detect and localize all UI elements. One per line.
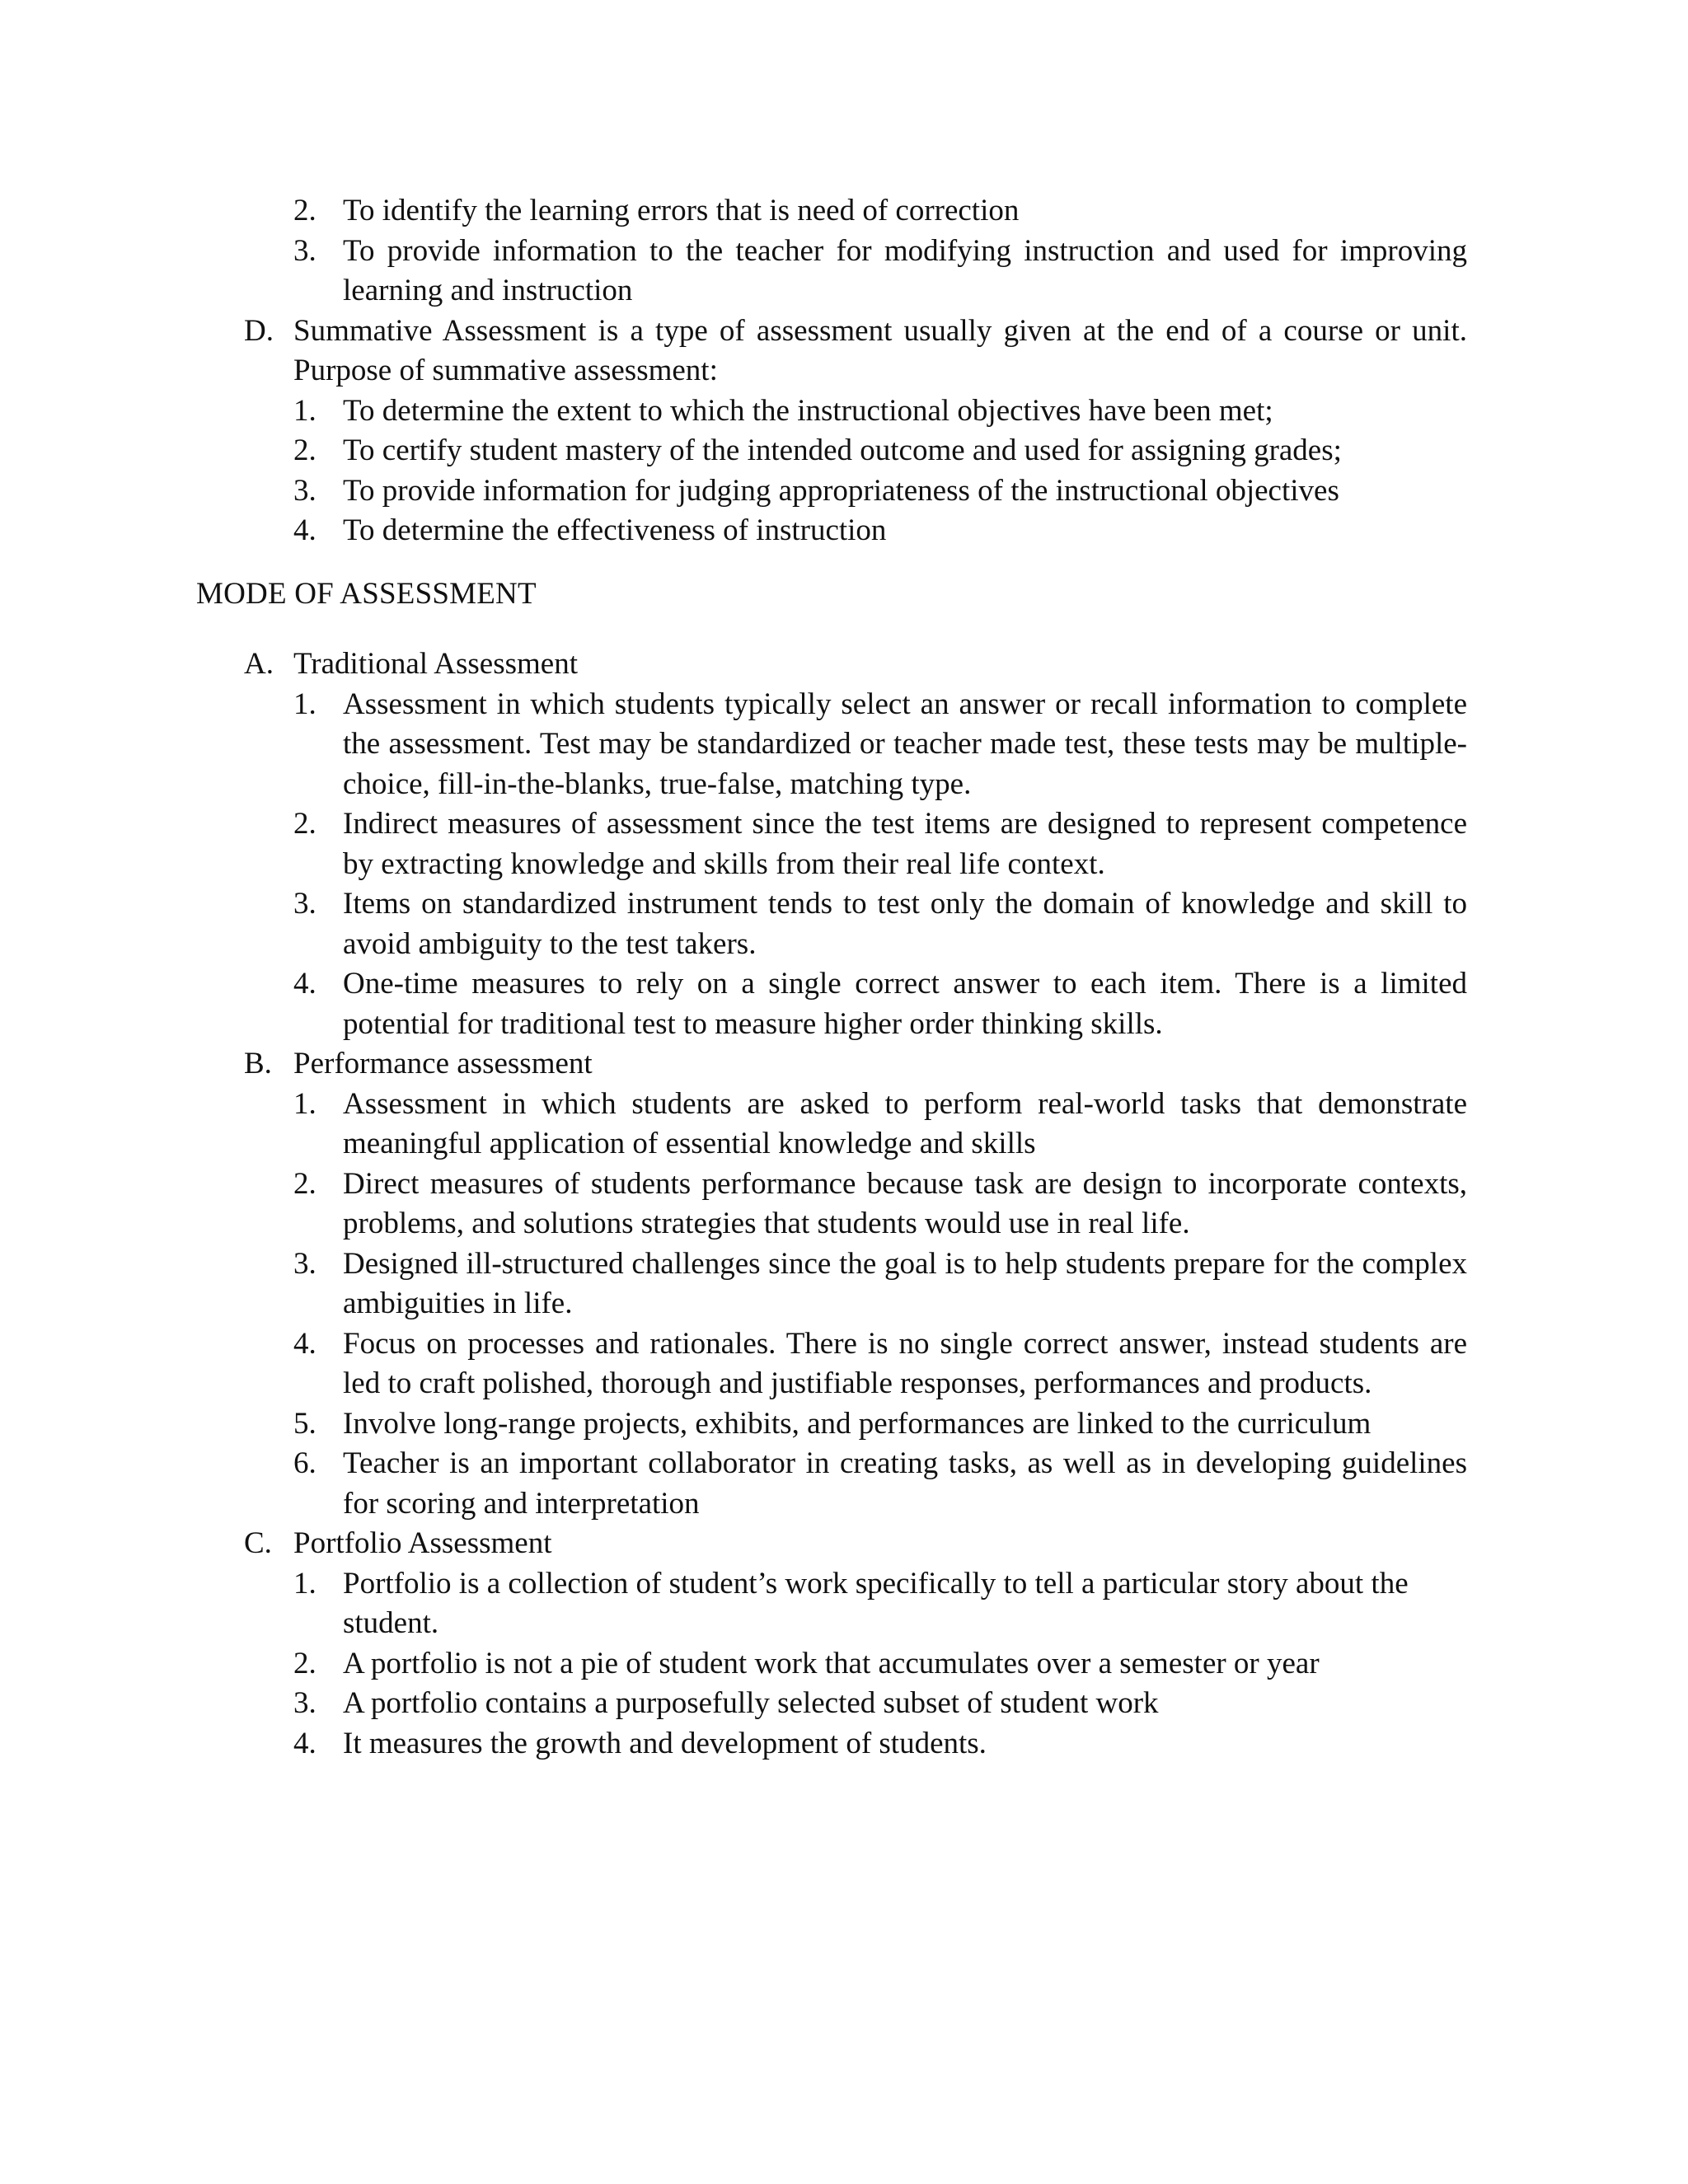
section-marker: C.: [244, 1526, 272, 1560]
list-item: [0, 431, 1467, 471]
list-item-text: To certify student mastery of the intended outcome and used for assigning grades;: [343, 434, 1342, 467]
list-item-text: To provide information to the teacher for modifying instruction and used for improving learning and instruction: [343, 233, 1467, 307]
list-item-text: To provide information for judging appropriateness of the instructional objectives: [343, 473, 1339, 508]
list-item-text: Assessment in which students are asked to perform real-world tasks that demonstrate meaningful application of essential knowledge and skills: [343, 1086, 1467, 1160]
mode-title: [0, 1044, 1467, 1085]
list-marker: 2.: [293, 1646, 316, 1680]
list-item-text: To determine the extent to which the instructional objectives have been met;: [343, 393, 1273, 428]
list-item: [0, 1444, 1467, 1524]
section-marker: B.: [244, 1047, 272, 1080]
list-item-text: To identify the learning errors that is need of correction: [343, 194, 1020, 227]
list-item: [0, 511, 1467, 551]
list-marker: 4.: [293, 967, 316, 1001]
list-item: [0, 964, 1467, 1044]
list-item: [0, 232, 1467, 312]
list-marker: 1.: [293, 1566, 316, 1601]
mode-title: [0, 644, 1467, 685]
list-marker: 1.: [293, 687, 316, 721]
list-item: [0, 884, 1467, 964]
list-item-text: Designed ill-structured challenges since the goal is to help students prepare for the complex ambiguities in life.: [343, 1246, 1467, 1320]
list-item: [0, 1244, 1467, 1324]
list-item-text: Items on standardized instrument tends to test only the domain of knowledge and skill to avoid ambiguity to the test takers.: [343, 887, 1467, 961]
list-marker: 2.: [293, 807, 316, 841]
section-heading: MODE OF ASSESSMENT: [196, 577, 537, 611]
list-marker: 4.: [293, 1726, 316, 1760]
top-section: [0, 191, 1688, 551]
list-item: [0, 1404, 1467, 1445]
list-item-text: Indirect measures of assessment since the test items are designed to represent competence by extracting knowledge and skills from their real life context.: [343, 807, 1467, 881]
list-marker: 3.: [293, 233, 316, 268]
list-item: [0, 1324, 1467, 1404]
mode-title-text: Portfolio Assessment: [293, 1526, 552, 1560]
list-item: [0, 1724, 1467, 1765]
list-item-text: A portfolio contains a purposefully selected subset of student work: [343, 1686, 1159, 1720]
list-item: [0, 191, 1467, 232]
list-item-text: Teacher is an important collaborator in creating tasks, as well as in developing guidelines for scoring and interpretation: [343, 1446, 1467, 1521]
list-item: [0, 804, 1467, 884]
mode-title: [0, 1524, 1467, 1564]
list-item-text: Direct measures of students performance because task are design to incorporate contexts, problems, and solutions strategies that students would use in real life.: [343, 1166, 1467, 1240]
list-marker: 3.: [293, 473, 316, 508]
list-item: [0, 391, 1467, 432]
list-marker: 2.: [293, 194, 316, 227]
list-marker: 4.: [293, 1326, 316, 1361]
mode-title-text: Performance assessment: [293, 1047, 593, 1080]
list-item: [0, 1165, 1467, 1244]
summative-section: [0, 312, 1467, 391]
list-item-text: Focus on processes and rationales. There is no single correct answer, instead students are led to craft polished, thorough and justifiable responses, performances and products.: [343, 1326, 1467, 1400]
list-item-text: Involve long-range projects, exhibits, and performances are linked to the curriculum: [343, 1406, 1372, 1441]
list-marker: 3.: [293, 1246, 316, 1281]
section-marker: A.: [244, 647, 274, 681]
list-item: [0, 1564, 1467, 1644]
list-item-text: Assessment in which students typically select an answer or recall information to complete the assessment. Test may be standardized or teacher made test, these tests may be multiple-choice, fill-in-the-blanks, true-false, matching type.: [343, 687, 1467, 801]
list-marker: 5.: [293, 1406, 316, 1441]
list-item-text: Portfolio is a collection of student’s work specifically to tell a particular story about the student.: [343, 1566, 1409, 1640]
list-item-text: One-time measures to rely on a single correct answer to each item. There is a limited potential for traditional test to measure higher order thinking skills.: [343, 967, 1467, 1041]
list-item: [0, 1085, 1467, 1165]
list-item: [0, 685, 1467, 805]
list-item: [0, 1644, 1467, 1685]
list-marker: 2.: [293, 434, 316, 467]
list-marker: 3.: [293, 1686, 316, 1720]
list-marker: 1.: [293, 1086, 316, 1121]
section-marker: D.: [244, 313, 274, 348]
section-text: Summative Assessment is a type of assessment usually given at the end of a course or unit. Purpose of summative assessment:: [293, 313, 1467, 387]
list-marker: 2.: [293, 1166, 316, 1201]
list-item: [0, 471, 1467, 512]
modes-section: [0, 644, 1688, 1764]
list-item-text: To determine the effectiveness of instruction: [343, 513, 887, 547]
list-marker: 4.: [293, 513, 316, 547]
list-marker: 6.: [293, 1446, 316, 1480]
mode-title-text: Traditional Assessment: [293, 647, 579, 681]
list-item-text: A portfolio is not a pie of student work that accumulates over a semester or year: [343, 1646, 1320, 1680]
list-marker: 1.: [293, 393, 316, 428]
list-item-text: It measures the growth and development of students.: [343, 1726, 987, 1760]
list-item: [0, 1684, 1467, 1724]
list-marker: 3.: [293, 887, 316, 921]
